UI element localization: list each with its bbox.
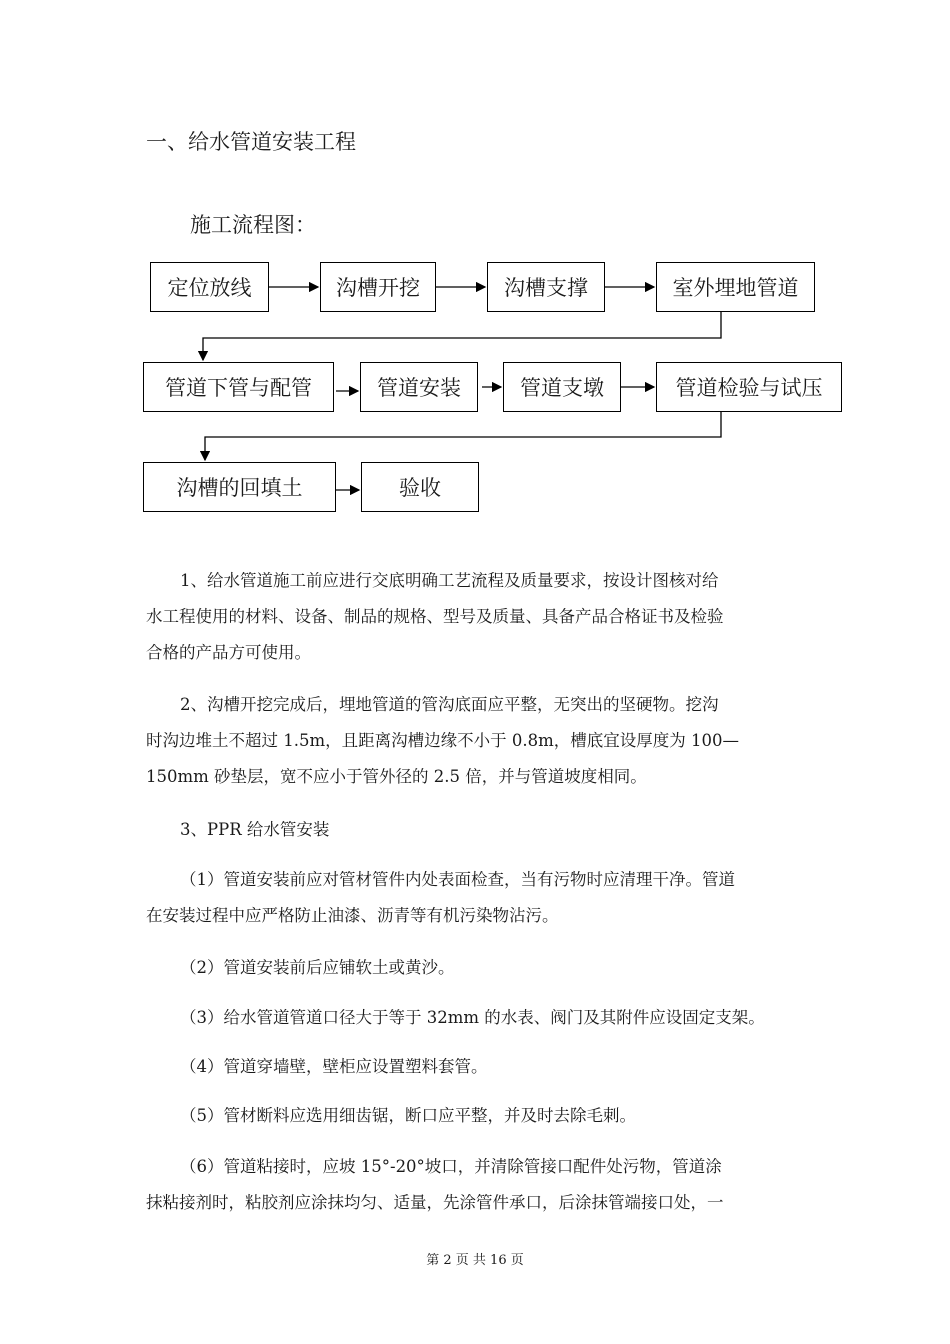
paragraph-2-line-3: 150mm 砂垫层，宽不应小于管外径的 2.5 倍，并与管道坡度相同。 — [146, 767, 647, 786]
paragraph-1-line-1: 1、给水管道施工前应进行交底明确工艺流程及质量要求，按设计图核对给 — [180, 571, 719, 590]
flow-step-2: 沟槽开挖 — [320, 262, 436, 312]
paragraph-2-line-1: 2、沟槽开挖完成后，埋地管道的管沟底面应平整，无突出的坚硬物。挖沟 — [180, 695, 719, 714]
flow-step-5: 管道下管与配管 — [143, 362, 334, 412]
paragraph-4-line-2: 在安装过程中应严格防止油漆、沥青等有机污染物沾污。 — [146, 906, 559, 925]
flow-step-6: 管道安装 — [360, 362, 478, 412]
paragraph-9-line-1: （6）管道粘接时，应坡 15°-20°坡口，并清除管接口配件处污物，管道涂 — [180, 1157, 722, 1176]
flow-step-1: 定位放线 — [150, 262, 269, 312]
paragraph-6: （3）给水管道管道口径大于等于 32mm 的水表、阀门及其附件应设固定支架。 — [180, 1008, 765, 1027]
arrow-8-9 — [205, 412, 721, 460]
paragraph-9-line-2: 抹粘接剂时，粘胶剂应涂抹均匀、适量，先涂管件承口，后涂抹管端接口处，一 — [146, 1193, 724, 1212]
arrow-4-5 — [203, 312, 721, 360]
flow-step-10: 验收 — [361, 462, 479, 512]
paragraph-7: （4）管道穿墙壁，壁柜应设置塑料套管。 — [180, 1057, 488, 1076]
paragraph-2-line-2: 时沟边堆土不超过 1.5m，且距离沟槽边缘不小于 0.8m，槽底宜设厚度为 100— — [146, 731, 740, 750]
paragraph-5: （2）管道安装前后应铺软土或黄沙。 — [180, 958, 455, 977]
paragraph-4-line-1: （1）管道安装前应对管材管件内处表面检查，当有污物时应清理干净。管道 — [180, 870, 735, 889]
paragraph-1-line-3: 合格的产品方可使用。 — [146, 643, 311, 662]
flow-step-4: 室外埋地管道 — [656, 262, 815, 312]
flowchart-connectors — [0, 0, 950, 560]
section-heading: 一、给水管道安装工程 — [146, 130, 356, 154]
paragraph-8: （5）管材断料应选用细齿锯，断口应平整，并及时去除毛刺。 — [180, 1106, 636, 1125]
flowchart-title: 施工流程图： — [190, 213, 316, 237]
flow-step-9: 沟槽的回填土 — [143, 462, 336, 512]
page-footer: 第 2 页 共 16 页 — [426, 1253, 524, 1268]
flow-step-7: 管道支墩 — [503, 362, 621, 412]
flow-step-3: 沟槽支撑 — [487, 262, 605, 312]
paragraph-3: 3、PPR 给水管安装 — [180, 820, 330, 839]
paragraph-1-line-2: 水工程使用的材料、设备、制品的规格、型号及质量、具备产品合格证书及检验 — [146, 607, 724, 626]
flow-step-8: 管道检验与试压 — [656, 362, 842, 412]
